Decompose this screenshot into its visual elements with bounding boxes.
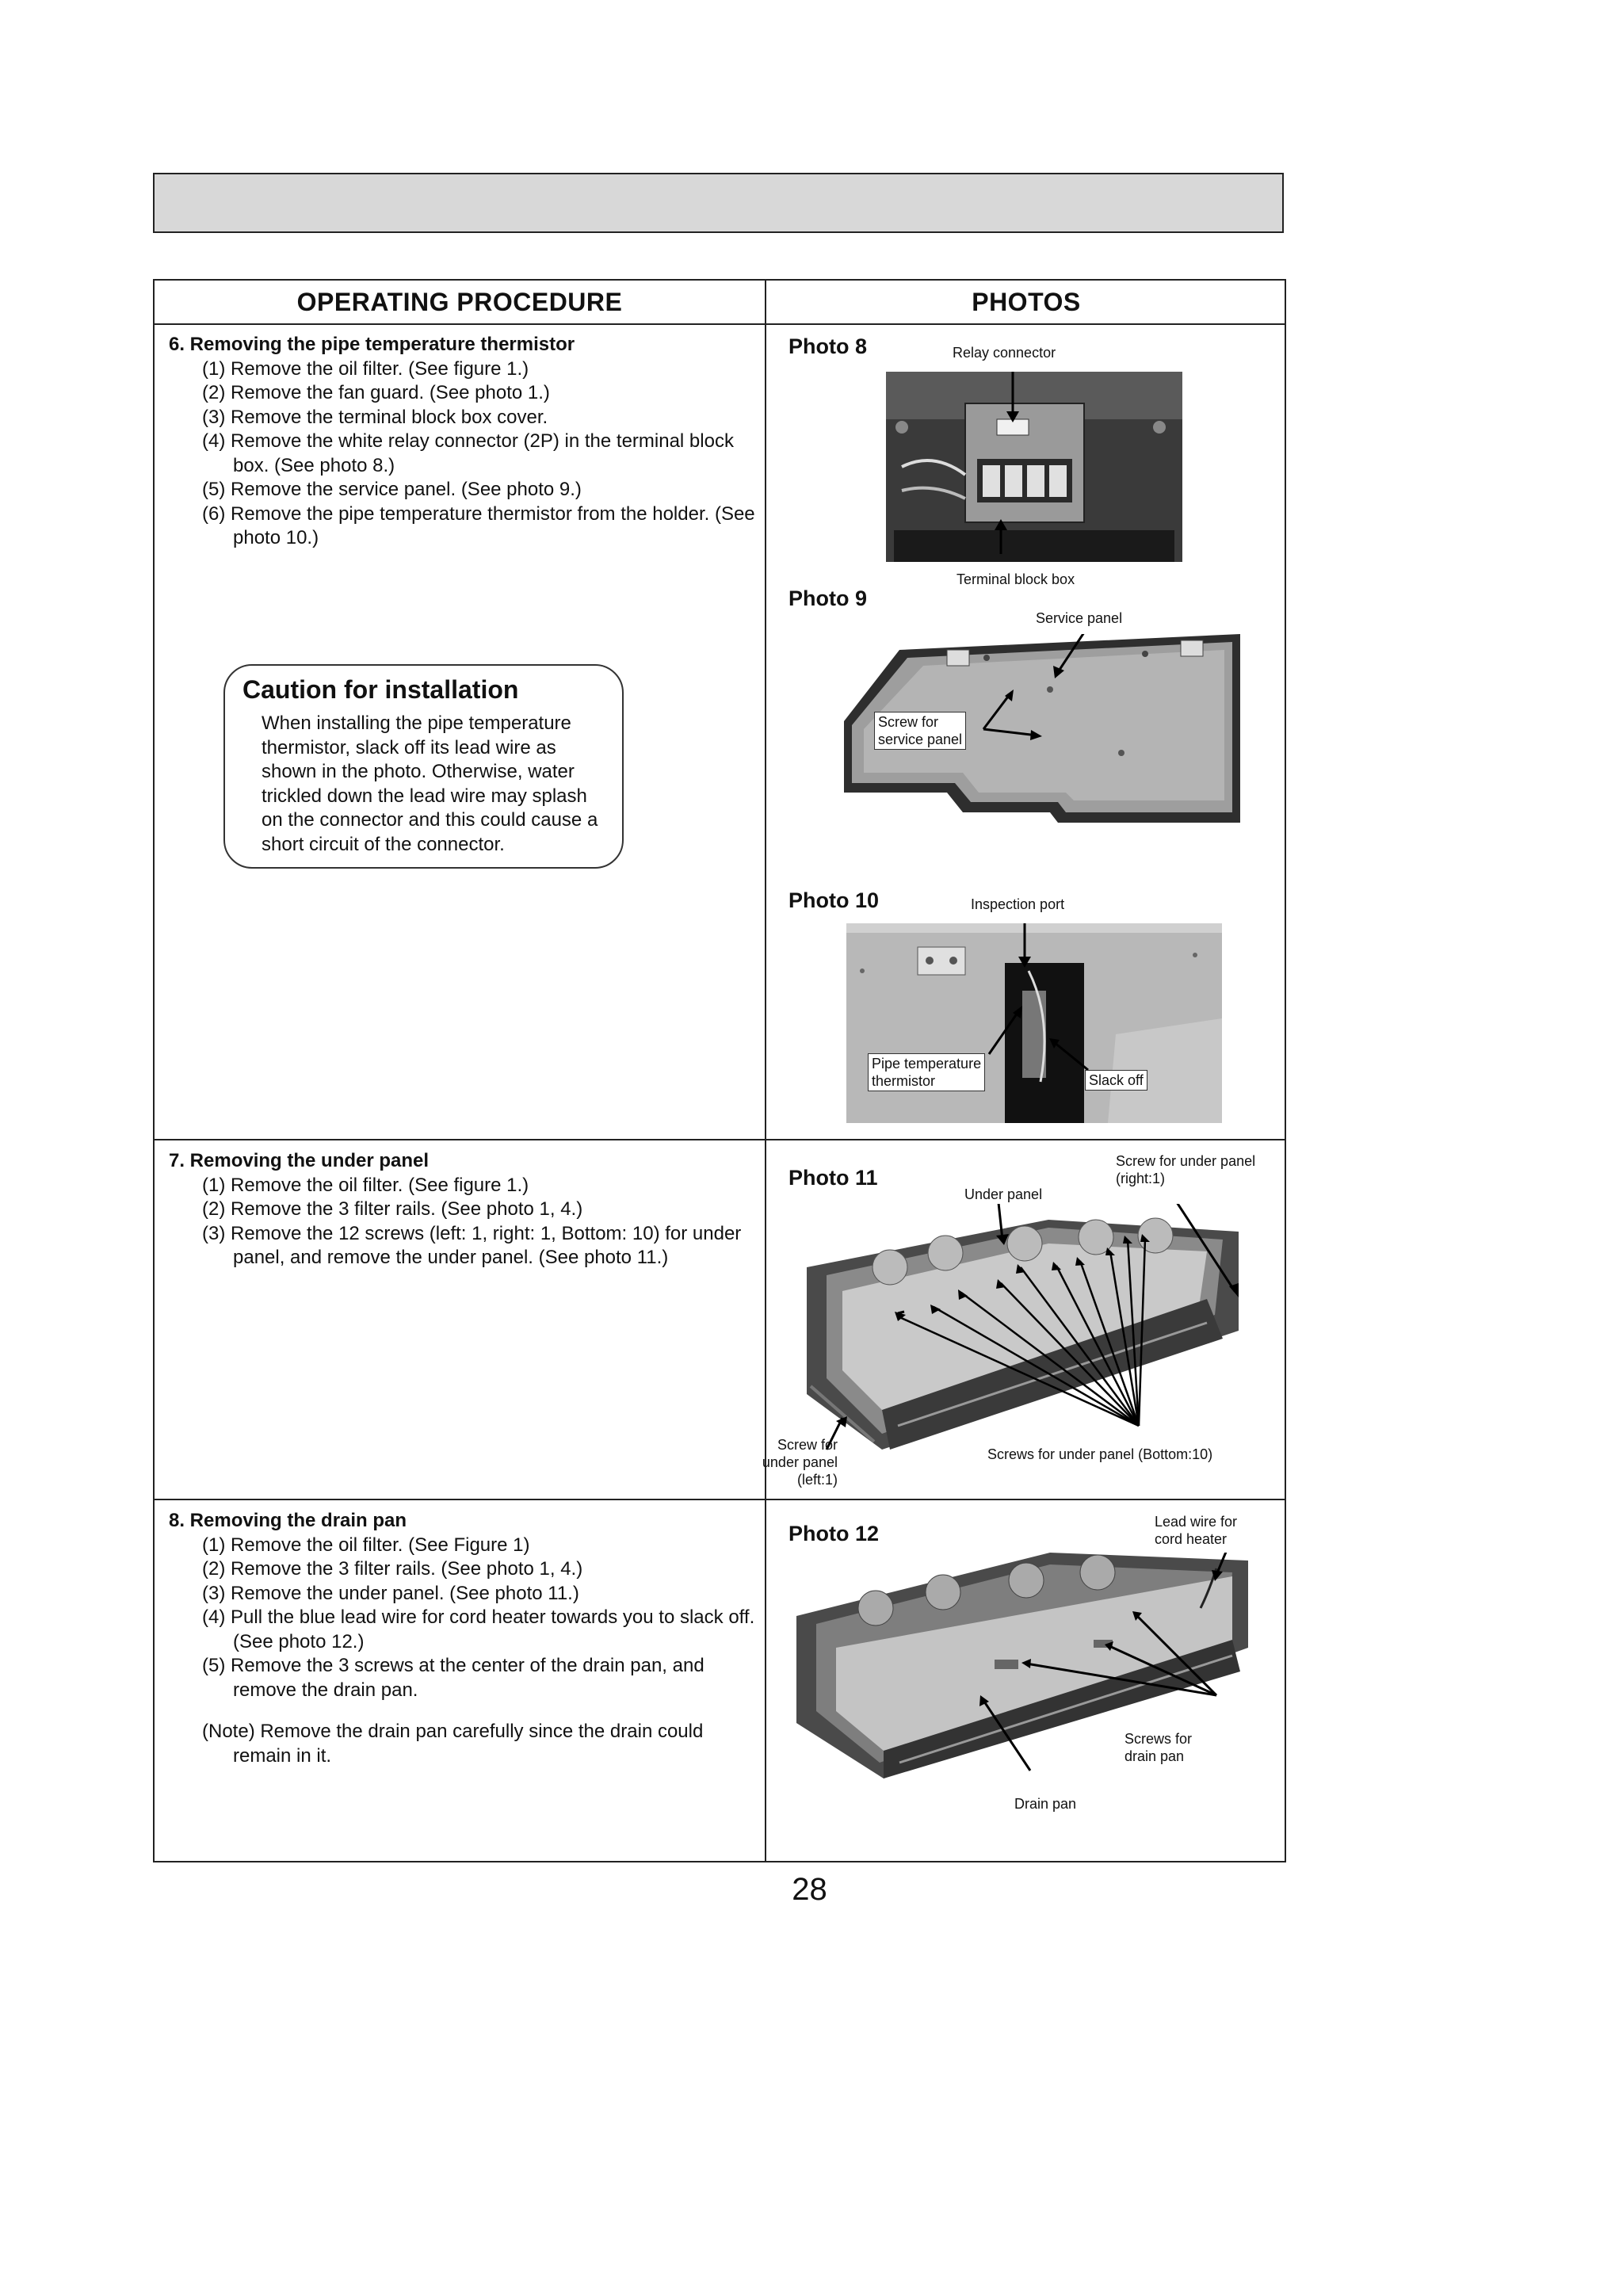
operating-procedure-heading: OPERATING PROCEDURE [296, 288, 623, 316]
step: (5) Remove the 3 screws at the center of the drain pan, and remove the drain pan. [202, 1655, 704, 1701]
callout-line: (right:1) [1116, 1171, 1166, 1186]
callout-line: thermistor [872, 1073, 936, 1089]
step: (2) Remove the 3 filter rails. (See photo 1, 4.) [202, 1198, 583, 1220]
photo-8-label: Photo 8 [788, 334, 867, 358]
step: (3) Remove the terminal block box cover. [202, 406, 548, 428]
caution-text: When installing the pipe temperature thermistor, slack off its lead wire as shown in the photo. Otherwise, water trickled down the lead wire may splash on the connector and this could cause a short circuit of the connector. [262, 712, 598, 855]
callout-line: service panel [878, 732, 963, 747]
step: (1) Remove the oil filter. (See figure 1.) [202, 1174, 529, 1196]
header-band [153, 173, 1284, 233]
header-divider [155, 323, 1285, 325]
photo-10-image [846, 923, 1222, 1123]
step: (1) Remove the oil filter. (See figure 1.) [202, 357, 529, 380]
lead-wire-callout [1155, 1513, 1237, 1548]
callout-line: Screws for [1125, 1731, 1193, 1747]
photo-9-label: Photo 9 [788, 586, 867, 610]
section-note: (Note) Remove the drain pan carefully since the drain could remain in it. [202, 1721, 704, 1767]
screws-bottom-callout: Screws for under panel (Bottom:10) [987, 1446, 1213, 1462]
relay-connector-callout: Relay connector [953, 345, 1056, 361]
section-7 [169, 1149, 755, 1270]
step: (1) Remove the oil filter. (See Figure 1) [202, 1534, 530, 1556]
service-panel-callout: Service panel [1036, 610, 1123, 626]
callout-line: drain pan [1125, 1748, 1185, 1764]
section-title: 7. Removing the under panel [169, 1150, 430, 1171]
screw-left-callout [758, 1436, 838, 1488]
photos-heading: PHOTOS [972, 288, 1081, 316]
step: (3) Remove the 12 screws (left: 1, right: 1, Bottom: 10) for under panel, and remove the under panel. (See photo 11.) [202, 1222, 742, 1268]
callout-line: under panel [762, 1454, 838, 1470]
callout-line: Lead wire for [1155, 1514, 1238, 1530]
slack-off-callout: Slack off [1085, 1070, 1147, 1091]
column-divider [765, 281, 766, 1861]
callout-line: Screw for [777, 1437, 838, 1453]
photo-11-label: Photo 11 [788, 1166, 878, 1190]
section-title: 8. Removing the drain pan [169, 1510, 407, 1531]
step: (5) Remove the service panel. (See photo 9.) [202, 479, 582, 500]
callout-line: Screw for [878, 714, 939, 730]
thermistor-photo [846, 923, 1222, 1123]
callout-line: Screw for under panel [1116, 1153, 1256, 1169]
screw-service-panel-callout [874, 712, 966, 750]
section-6 [169, 333, 755, 551]
step: (4) Pull the blue lead wire for cord heater towards you to slack off. (See photo 12.) [202, 1606, 755, 1652]
photo-12-label: Photo 12 [788, 1522, 880, 1545]
callout-line: Pipe temperature [872, 1056, 982, 1072]
drain-pan-callout: Drain pan [1014, 1796, 1077, 1812]
caution-box [223, 664, 624, 869]
photo-10-label: Photo 10 [788, 888, 880, 912]
screw-right-callout [1116, 1152, 1255, 1187]
screws-drain-pan-callout [1125, 1730, 1192, 1765]
procedure-table [153, 279, 1286, 1862]
caution-title: Caution for installation [242, 675, 519, 704]
callout-line: (left:1) [796, 1472, 838, 1488]
section-8 [169, 1509, 755, 1768]
step: (3) Remove the under panel. (See photo 11.) [202, 1582, 579, 1604]
row-divider-7 [155, 1139, 1285, 1140]
pipe-thermistor-callout [868, 1053, 985, 1091]
under-panel-photo [795, 1204, 1262, 1457]
step: (2) Remove the 3 filter rails. (See photo 1, 4.) [202, 1558, 583, 1580]
terminal-block-photo [886, 372, 1182, 562]
step: (2) Remove the fan guard. (See photo 1.) [202, 382, 550, 403]
callout-line: cord heater [1155, 1531, 1228, 1547]
inspection-port-callout: Inspection port [971, 896, 1065, 912]
terminal-block-box-callout: Terminal block box [957, 571, 1075, 587]
step: (6) Remove the pipe temperature thermistor from the holder. (See photo 10.) [202, 502, 755, 548]
step: (4) Remove the white relay connector (2P) in the terminal block box. (See photo 8.) [202, 430, 734, 476]
photo-8-image [886, 372, 1182, 562]
row-divider-8 [155, 1499, 1285, 1500]
photo-11-image [795, 1204, 1262, 1457]
under-panel-callout: Under panel [964, 1186, 1043, 1202]
page-number: 28 [792, 1872, 827, 1907]
section-title: 6. Removing the pipe temperature thermistor [169, 334, 575, 355]
